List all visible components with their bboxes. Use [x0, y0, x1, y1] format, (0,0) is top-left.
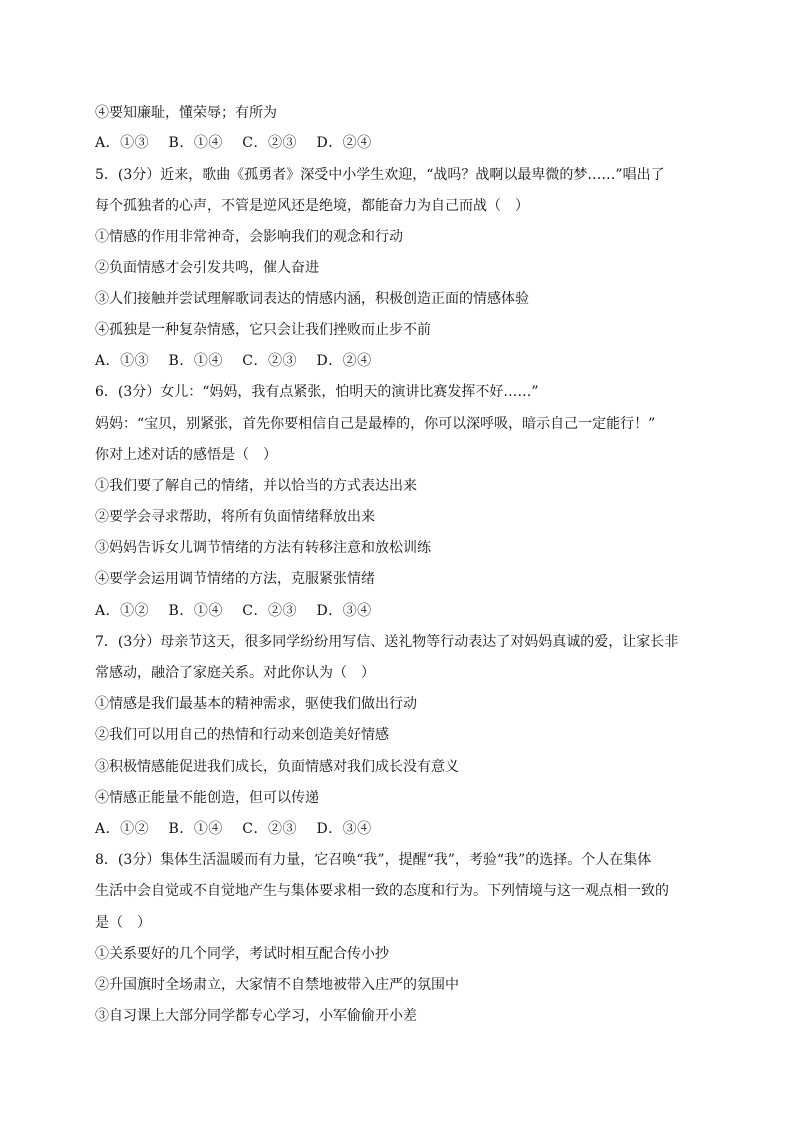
- answer-choices: A．①② B．①④ C．②③ D．③④: [95, 821, 372, 837]
- question-6-stem: 6．(3分）女儿：“妈妈，我有点紧张，怕明天的演讲比赛发挥不好……”: [95, 384, 539, 400]
- option-4-text: ④孤独是一种复杂情感，它只会让我们挫败而止步不前: [95, 322, 431, 338]
- option-2-text: ②升国旗时全场肃立，大家情不自禁地被带入庄严的氛围中: [95, 977, 459, 993]
- option-1-text: ①关系要好的几个同学，考试时相互配合传小抄: [95, 946, 389, 962]
- question-6-prompt: 你对上述对话的感悟是（ ）: [95, 447, 277, 463]
- question-8-stem-cont: 生活中会自觉或不自觉地产生与集体要求相一致的态度和行为。下列情境与这一观点相一致的: [95, 883, 669, 899]
- option-3-text: ③人们接触并尝试理解歌词表达的情感内涵，积极创造正面的情感体验: [95, 291, 529, 307]
- option-1-text: ①情感是我们最基本的精神需求，驱使我们做出行动: [95, 696, 417, 712]
- answer-choices: A．①② B．①④ C．②③ D．③④: [95, 603, 372, 619]
- option-2-text: ②要学会寻求帮助，将所有负面情绪释放出来: [95, 509, 375, 525]
- answer-choices: A．①③ B．①④ C．②③ D．②④: [95, 353, 372, 369]
- question-8-stem: 8．(3分）集体生活温暖而有力量，它召唤“我”，提醒“我”，考验“我”的选择。个人在集体: [95, 852, 652, 868]
- question-7-stem: 7．(3分）母亲节这天，很多同学纷纷用写信、送礼物等行动表达了对妈妈真诚的爱，让家长非: [95, 634, 679, 650]
- question-7-stem-cont: 常感动，融洽了家庭关系。对此你认为（ ）: [95, 665, 375, 681]
- option-1-text: ①我们要了解自己的情绪，并以恰当的方式表达出来: [95, 478, 417, 494]
- option-4-text: ④要学会运用调节情绪的方法，克服紧张情绪: [95, 571, 375, 587]
- question-5-stem: 5．(3分）近来，歌曲《孤勇者》深受中小学生欢迎，“战吗？战啊以最卑微的梦……”唱出了: [95, 167, 665, 183]
- option-3-text: ③积极情感能促进我们成长，负面情感对我们成长没有意义: [95, 759, 459, 775]
- option-2-text: ②负面情感才会引发共鸣，催人奋进: [95, 260, 319, 276]
- answer-choices: A．①③ B．①④ C．②③ D．②④: [95, 135, 372, 151]
- question-6-stem-cont: 妈妈：“宝贝，别紧张，首先你要相信自己是最棒的，你可以深呼吸，暗示自己一定能行！”: [95, 416, 656, 432]
- option-4-text: ④要知廉耻，懂荣辱；有所为: [95, 105, 277, 121]
- option-3-text: ③妈妈告诉女儿调节情绪的方法有转移注意和放松训练: [95, 540, 431, 556]
- question-8-prompt: 是（ ）: [95, 915, 151, 931]
- option-4-text: ④情感正能量不能创造，但可以传递: [95, 790, 319, 806]
- option-2-text: ②我们可以用自己的热情和行动来创造美好情感: [95, 727, 389, 743]
- option-1-text: ①情感的作用非常神奇，会影响我们的观念和行动: [95, 229, 403, 245]
- option-3-text: ③自习课上大部分同学都专心学习，小军偷偷开小差: [95, 1008, 417, 1024]
- question-5-stem-cont: 每个孤独者的心声，不管是逆风还是绝境，都能奋力为自己而战（ ）: [95, 198, 529, 214]
